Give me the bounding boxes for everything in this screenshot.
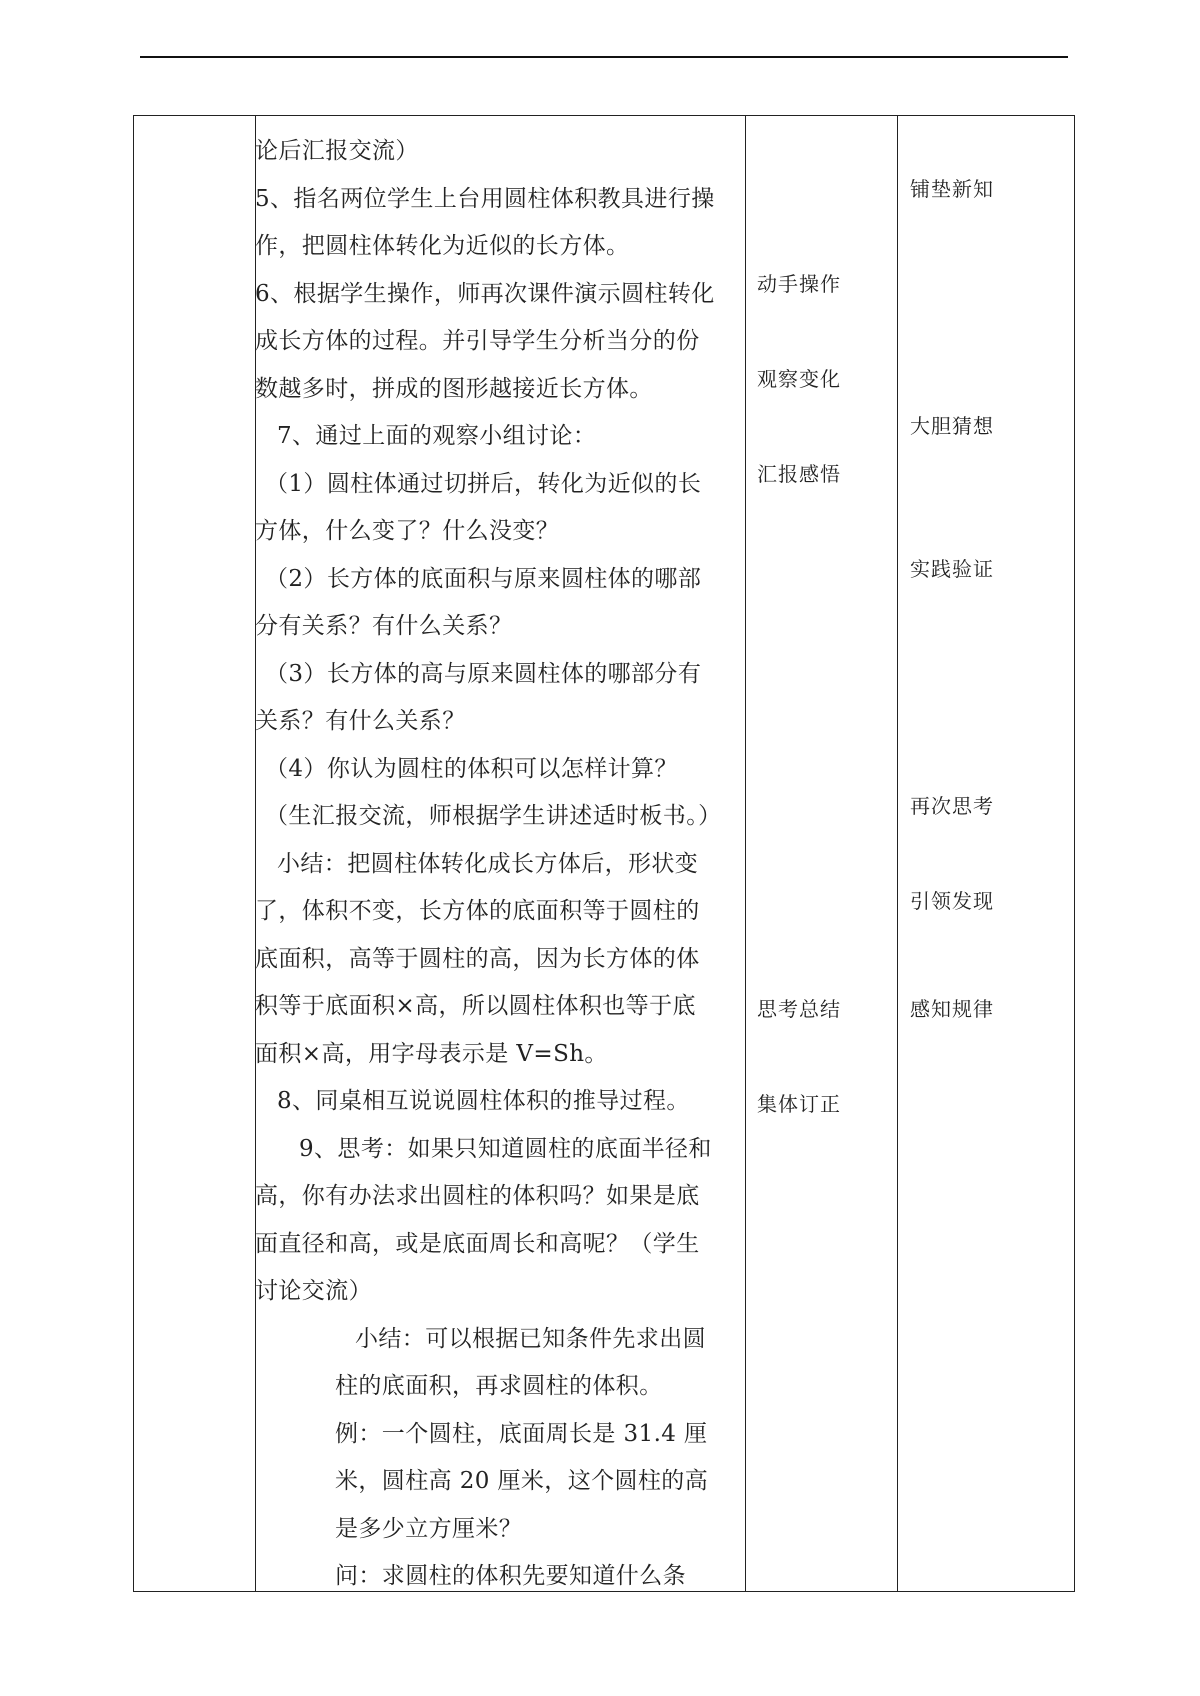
text-line: 作，把圆柱体转化为近似的长方体。 (255, 233, 630, 259)
design-intent-verify: 实践验证 (910, 557, 994, 581)
text-line: 高，你有办法求出圆柱的体积吗？如果是底 (255, 1183, 700, 1209)
design-intent-rethink: 再次思考 (910, 794, 994, 818)
lesson-table (133, 115, 1075, 1592)
text-line: （2）长方体的底面积与原来圆柱体的哪部 (265, 565, 702, 592)
column-divider (897, 116, 898, 1591)
text-line: 7、通过上面的观察小组讨论： (277, 423, 597, 449)
text-line: 讨论交流） (255, 1278, 372, 1304)
text-line: （生汇报交流，师根据学生讲述适时板书。） (265, 803, 722, 829)
text-line: 是多少立方厘米？ (335, 1515, 523, 1542)
text-line: （1）圆柱体通过切拼后，转化为近似的长 (265, 470, 702, 497)
text-line: 底面积，高等于圆柱的高，因为长方体的体 (255, 945, 700, 972)
student-activity-summarize: 思考总结 (757, 997, 841, 1021)
header-rule (140, 56, 1068, 58)
text-line: 关系？有什么关系？ (255, 708, 466, 734)
text-line: 面直径和高，或是底面周长和高呢？（学生 (255, 1230, 700, 1257)
text-line: 积等于底面积×高，所以圆柱体积也等于底 (255, 993, 696, 1019)
text-line: 成长方体的过程。并引导学生分析当分的份 (255, 328, 700, 354)
design-intent-discover: 引领发现 (910, 889, 994, 913)
text-line: 小结：可以根据已知条件先求出圆 (355, 1325, 706, 1352)
teaching-process-cell (255, 128, 745, 1601)
text-line: 5、指名两位学生上台用圆柱体积教具进行操 (255, 185, 715, 212)
text-line: 面积×高，用字母表示是 V=Sh。 (255, 1040, 608, 1067)
text-line: 8、同桌相互说说圆柱体积的推导过程。 (277, 1088, 690, 1114)
column-divider (745, 116, 746, 1591)
text-line: 例：一个圆柱，底面周长是 31.4 厘 (335, 1420, 708, 1447)
text-line: （4）你认为圆柱的体积可以怎样计算？ (265, 755, 678, 782)
text-line: 分有关系？有什么关系？ (255, 613, 513, 639)
text-line: 6、根据学生操作，师再次课件演示圆柱转化 (255, 280, 715, 307)
design-intent-prepare: 铺垫新知 (910, 177, 994, 201)
student-activity-hands-on: 动手操作 (757, 272, 841, 296)
text-line: 方体，什么变了？什么没变？ (255, 518, 560, 544)
design-intent-perceive: 感知规律 (910, 997, 994, 1021)
text-line: 柱的底面积，再求圆柱的体积。 (335, 1373, 663, 1399)
text-line: 了，体积不变，长方体的底面积等于圆柱的 (255, 898, 700, 924)
text-line: 9、思考：如果只知道圆柱的底面半径和 (299, 1135, 712, 1162)
student-activity-report: 汇报感悟 (757, 462, 841, 486)
text-line: 小结：把圆柱体转化成长方体后，形状变 (277, 850, 699, 877)
student-activity-correct: 集体订正 (757, 1092, 841, 1116)
design-intent-guess: 大胆猜想 (910, 414, 994, 438)
student-activity-observe: 观察变化 (757, 367, 841, 391)
text-line: （3）长方体的高与原来圆柱体的哪部分有 (265, 660, 702, 687)
text-line: 论后汇报交流） (255, 138, 419, 164)
text-line: 米，圆柱高 20 厘米，这个圆柱的高 (335, 1468, 709, 1494)
text-line: 数越多时，拼成的图形越接近长方体。 (255, 375, 653, 402)
text-line: 问：求圆柱的体积先要知道什么条 (335, 1563, 686, 1589)
